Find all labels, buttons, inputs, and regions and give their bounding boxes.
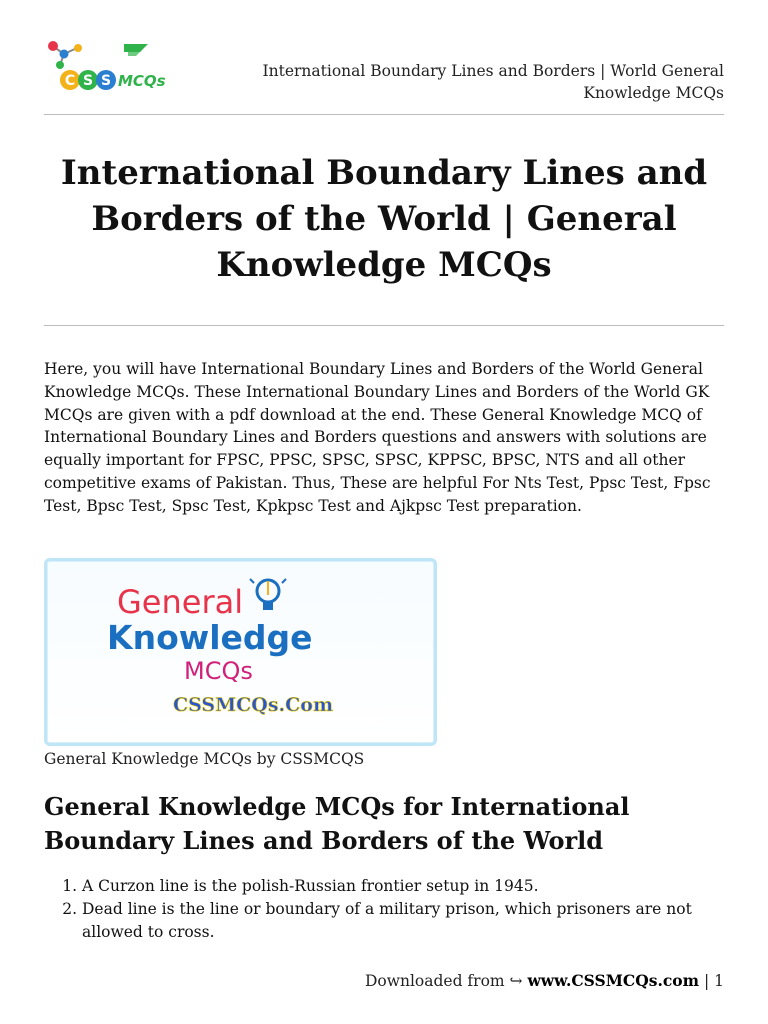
banner-site-name: CSSMCQs.Com — [173, 694, 334, 716]
footer-site-link[interactable]: www.CSSMCQs.com — [527, 971, 700, 990]
page-number: 1 — [714, 972, 724, 990]
title-divider — [44, 325, 724, 326]
svg-text:S: S — [100, 73, 112, 89]
general-knowledge-banner-image — [44, 558, 437, 746]
logo-graphic — [44, 38, 174, 96]
page-title: International Boundary Lines and Borders of the World | General Knowledge MCQs — [60, 153, 708, 285]
intro-paragraph: Here, you will have International Boundary Lines and Borders of the World General Knowledge MCQs. These International Boundary Lines and Borders of the World GK MCQs are given with a pdf download at the end. These General Knowledge MCQ of International Boundary Lines and Borders questions and answers with solutions are equally important for FPSC, PPSC, SPSC, SPSC, KPPSC, BPSC, NTS and all other competitive exams of Pakistan. Thus, These are helpful For Nts Test, Ppsc Test, Fpsc Test, Bpsc Test, Spsc Test, Kpkpsc Test and Ajkpsc Test preparation. — [44, 360, 711, 515]
svg-text:MCQs: MCQs — [118, 72, 166, 90]
footer-separator: | — [703, 972, 710, 990]
svg-text:S: S — [82, 73, 94, 89]
banner-line-knowledge: Knowledge — [107, 618, 313, 657]
list-item: 2. Dead line is the line or boundary of a military prison, which prisoners are not allowed to cross. — [82, 898, 728, 944]
banner-caption: General Knowledge MCQs by CSSMCQS — [44, 750, 365, 768]
header-divider — [44, 114, 724, 115]
banner-graphic — [47, 561, 434, 743]
banner-line-mcqs: MCQs — [184, 657, 253, 685]
section-heading: General Knowledge MCQs for International Boundary Lines and Borders of the World — [44, 792, 630, 855]
banner-line-general: General — [117, 583, 244, 621]
header-document-title: International Boundary Lines and Borders | World General Knowledge MCQs — [262, 62, 724, 102]
page-footer — [365, 970, 724, 992]
footer-prefix: Downloaded from ↪ — [364, 972, 523, 990]
list-item: 1. A Curzon line is the polish-Russian frontier setup in 1945. — [82, 875, 728, 898]
mcq-list — [44, 875, 728, 944]
lightbulb-icon — [250, 579, 286, 610]
svg-text:C: C — [64, 73, 76, 89]
site-logo[interactable] — [44, 38, 174, 96]
